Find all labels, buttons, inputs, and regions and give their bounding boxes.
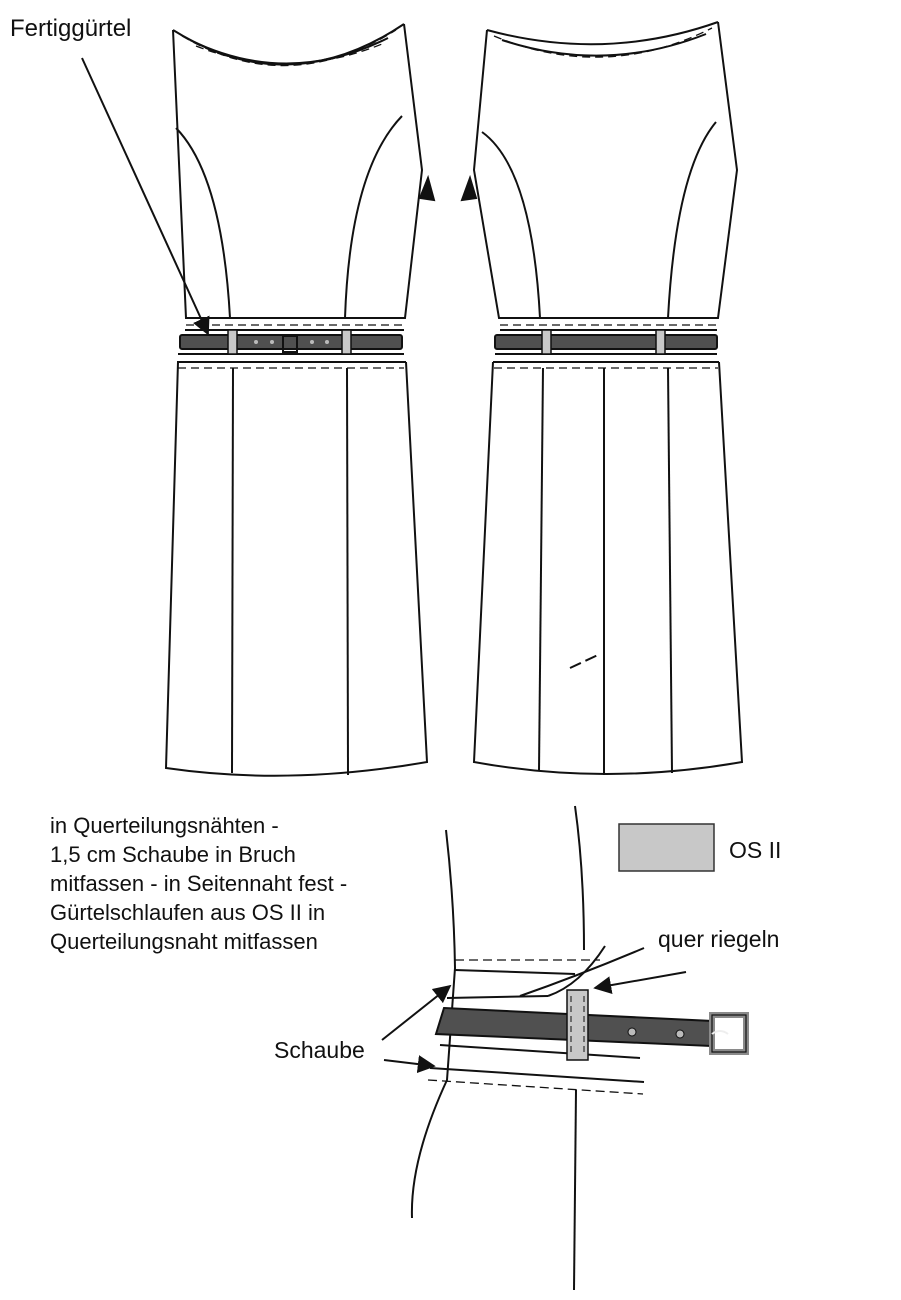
front-skirt-seam-right (347, 368, 348, 775)
piping-arrow-lower (384, 1060, 434, 1066)
belt-callout-label: Fertiggürtel (10, 15, 132, 42)
front-belt (180, 330, 402, 354)
os2-swatch (619, 824, 714, 871)
front-skirt-seam-left (232, 368, 233, 773)
detail-bottom-band-line-2 (430, 1068, 644, 1082)
note-line-4: Gürtelschlaufen aus OS II in (50, 900, 326, 925)
back-bodice-outline (474, 22, 737, 318)
back-zip-mark (570, 654, 600, 668)
note-line-5: Querteilungsnaht mitfassen (50, 929, 318, 954)
front-neckline-inner (190, 38, 388, 64)
front-princess-seam-right (345, 116, 402, 318)
belt-callout-arrow (82, 58, 208, 334)
note-line-1: in Querteilungsnähten - (50, 813, 279, 838)
construction-notes (50, 811, 347, 956)
detail-belt-loop (567, 990, 588, 1060)
back-neckline-outer (487, 22, 718, 44)
front-bodice-outline (173, 24, 422, 318)
detail-belt (436, 1008, 746, 1052)
detail-bottom-band-line-1 (440, 1045, 640, 1058)
bartack-arrow (595, 972, 686, 988)
back-skirt-seam-left (539, 368, 543, 771)
back-skirt-seam-right (668, 368, 672, 773)
note-line-3: mitfassen - in Seitennaht fest - (50, 871, 348, 896)
back-belt (495, 330, 717, 354)
back-notch (462, 178, 476, 200)
back-princess-seam-left (482, 132, 540, 318)
detail-bottom-stitch (428, 1080, 643, 1094)
dress-back-view (462, 22, 742, 775)
fabric-legend-label: OS II (729, 837, 782, 863)
detail-top-band-edge (447, 996, 548, 998)
detail-side-seam-right (575, 806, 584, 950)
dress-front-view (166, 24, 434, 776)
front-neckline-stitch-1 (182, 30, 396, 66)
detail-lower-seam (574, 1090, 576, 1290)
piping-label: Schaube (274, 1037, 365, 1063)
back-neckline-stitch-1 (494, 28, 712, 57)
waist-detail-view (412, 806, 644, 1290)
bartack-label: quer riegeln (658, 926, 780, 952)
back-skirt-outline (474, 362, 742, 774)
detail-top-band-line (455, 970, 575, 974)
front-skirt-outline (166, 362, 427, 776)
note-line-2: 1,5 cm Schaube in Bruch (50, 842, 296, 867)
back-princess-seam-right (668, 122, 716, 318)
front-notch (420, 178, 434, 200)
